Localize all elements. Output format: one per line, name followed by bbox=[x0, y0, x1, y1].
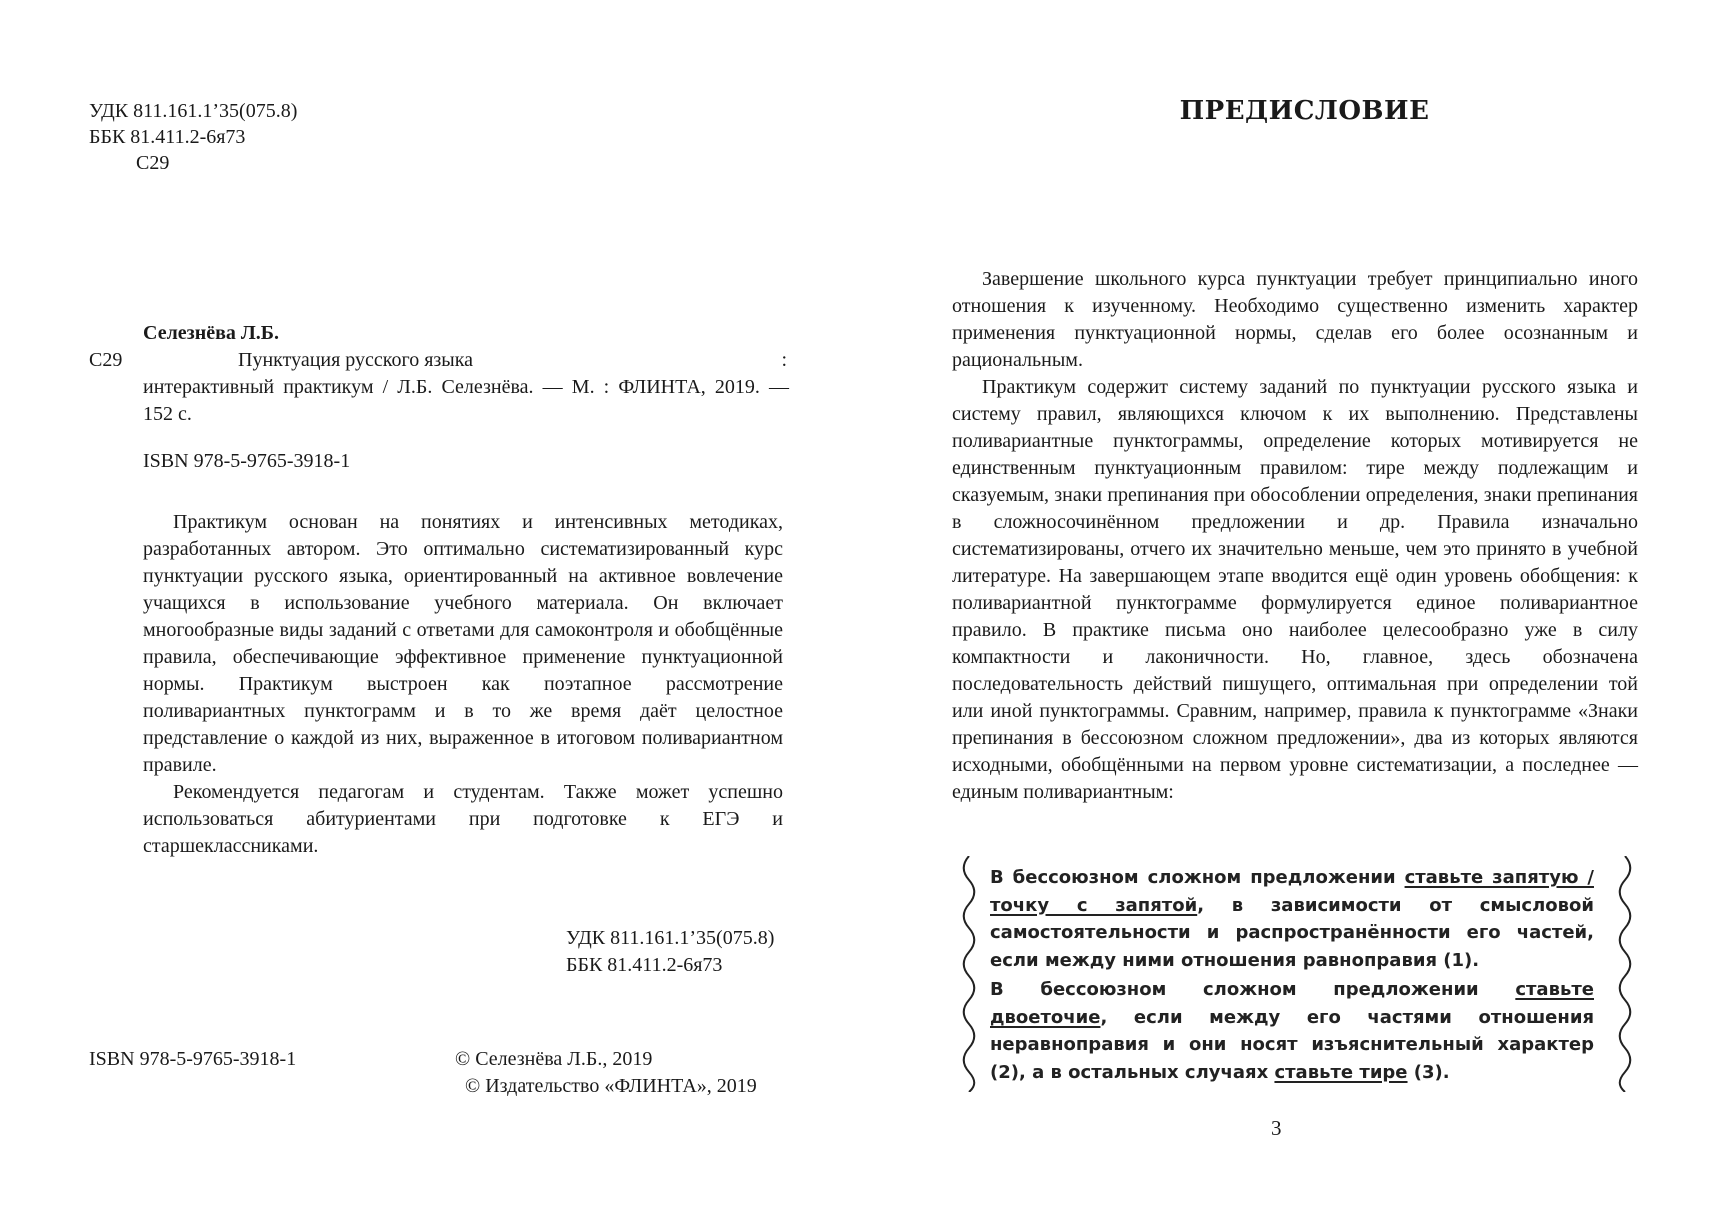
right-page bbox=[856, 0, 1713, 1211]
udk-code: УДК 811.161.1’35(075.8) bbox=[89, 100, 298, 122]
annotation-paragraph: Рекомендуется педагогам и студентам. Также может успешно использоваться абитуриентами при подготовке к ЕГЭ и старшеклассниками. bbox=[143, 781, 783, 857]
copyright-block bbox=[455, 1046, 757, 1100]
title-row bbox=[89, 347, 789, 374]
page-title: ПРЕДИСЛОВИЕ bbox=[1179, 96, 1430, 126]
preface-text bbox=[952, 266, 1638, 806]
page-number: 3 bbox=[1271, 1116, 1282, 1140]
wavy-bracket-left-icon bbox=[962, 856, 976, 1092]
annotation bbox=[143, 509, 783, 860]
book-title: Пунктуация русского языка bbox=[238, 349, 474, 371]
title-continuation: интерактивный практикум / Л.Б. Селезнёва. — М. : ФЛИНТА, 2019. — bbox=[143, 376, 789, 398]
rule-2-end: (3). bbox=[1407, 1061, 1450, 1083]
bbk-code: ББК 81.411.2-6я73 bbox=[89, 126, 246, 148]
record-mark: С29 bbox=[89, 349, 123, 371]
page-count: 152 с. bbox=[143, 403, 192, 425]
title-colon: : bbox=[781, 349, 787, 371]
isbn-bottom: ISBN 978-5-9765-3918-1 bbox=[89, 1048, 297, 1070]
rule-2-action-alt: ставьте тире bbox=[1274, 1061, 1408, 1083]
classification-block bbox=[89, 98, 297, 176]
rule-2-text: В бессоюзном сложном предложении bbox=[990, 979, 1516, 1000]
annotation-paragraph: Практикум основан на понятиях и интенсивных методиках, разработанных автором. Это оптимально систематизированный курс пунктуации русского языка, ориентированный на активное вовлечение учащихся в использование учебного материала. Он включает многообразные виды заданий с ответами для самоконтроля и обобщённые правила, обеспечивающие эффективное применение пунктуационной нормы. Практикум выстроен как поэтапное рассмотрение поливариантных пунктограмм и в то же время даёт целостное представление о каждой из них, выраженное в итоговом поливариантном правиле. bbox=[143, 511, 783, 776]
rule-box bbox=[962, 856, 1632, 1092]
isbn: ISBN 978-5-9765-3918-1 bbox=[143, 450, 351, 472]
udk-code-bottom: УДК 811.161.1’35(075.8) bbox=[566, 927, 775, 949]
rule-1-condition: , в зависимости от смысловой самостоятельности и распространённости его частей, если между ними отношения равноправия (1). bbox=[990, 894, 1594, 971]
rule-2-action: ставьте двоеточие bbox=[990, 979, 1594, 1028]
bbk-code-bottom: ББК 81.411.2-6я73 bbox=[566, 954, 723, 976]
rule-2-condition: , если между его частями отношения неравноправия и они носят изъяснительный характер (2), а в остальных случаях bbox=[990, 1006, 1594, 1083]
author-name: Селезнёва Л.Б. bbox=[143, 322, 280, 344]
rule-1 bbox=[990, 864, 1594, 974]
copyright-publisher: © Издательство «ФЛИНТА», 2019 bbox=[465, 1075, 757, 1097]
rule-2 bbox=[990, 976, 1594, 1086]
bibliographic-record bbox=[89, 320, 789, 475]
preface-paragraph: Завершение школьного курса пунктуации требует принципиально иного отношения к изученному. Необходимо существенно изменить характер применения пунктуационной нормы, сделав его более осознанным и рациональным. bbox=[952, 268, 1638, 371]
author-mark: С29 bbox=[136, 152, 170, 174]
preface-paragraph: Практикум содержит систему заданий по пунктуации русского языка и систему правил, являющихся ключом к их выполнению. Представлены поливариантные пунктограммы, определение которых мотивируется не единственным пунктуационным правилом: тире между подлежащим и сказуемым, знаки препинания при обособлении определения, знаки препинания в сложносочинённом предложении и др. Правила изначально систематизированы, отчего их значительно меньше, чем это принято в учебной литературе. На завершающем этапе вводится ещё один уровень обобщения: к поливариантной пунктограмме формулируется единое поливариантное правило. В практике письма оно наиболее целесообразно уже в силу компактности и лаконичности. Но, главное, здесь обозначена последовательность действий пишущего, оптимальная при определении той или иной пунктограммы. Сравним, например, правила к пунктограмме «Знаки препинания в бессоюзном сложном предложении», два из которых являются исходными, обобщёнными на первом уровне систематизации, а последнее — единым поливариантным: bbox=[952, 376, 1638, 803]
copyright-author: © Селезнёва Л.Б., 2019 bbox=[455, 1048, 653, 1070]
left-page bbox=[0, 0, 856, 1211]
rule-1-text: В бессоюзном сложном предложении bbox=[990, 867, 1405, 888]
rule-1-action: ставьте запятую / точку с запятой bbox=[990, 867, 1594, 916]
wavy-bracket-right-icon bbox=[1618, 856, 1632, 1092]
classification-block-bottom bbox=[566, 925, 774, 979]
rule-text bbox=[990, 864, 1594, 1086]
